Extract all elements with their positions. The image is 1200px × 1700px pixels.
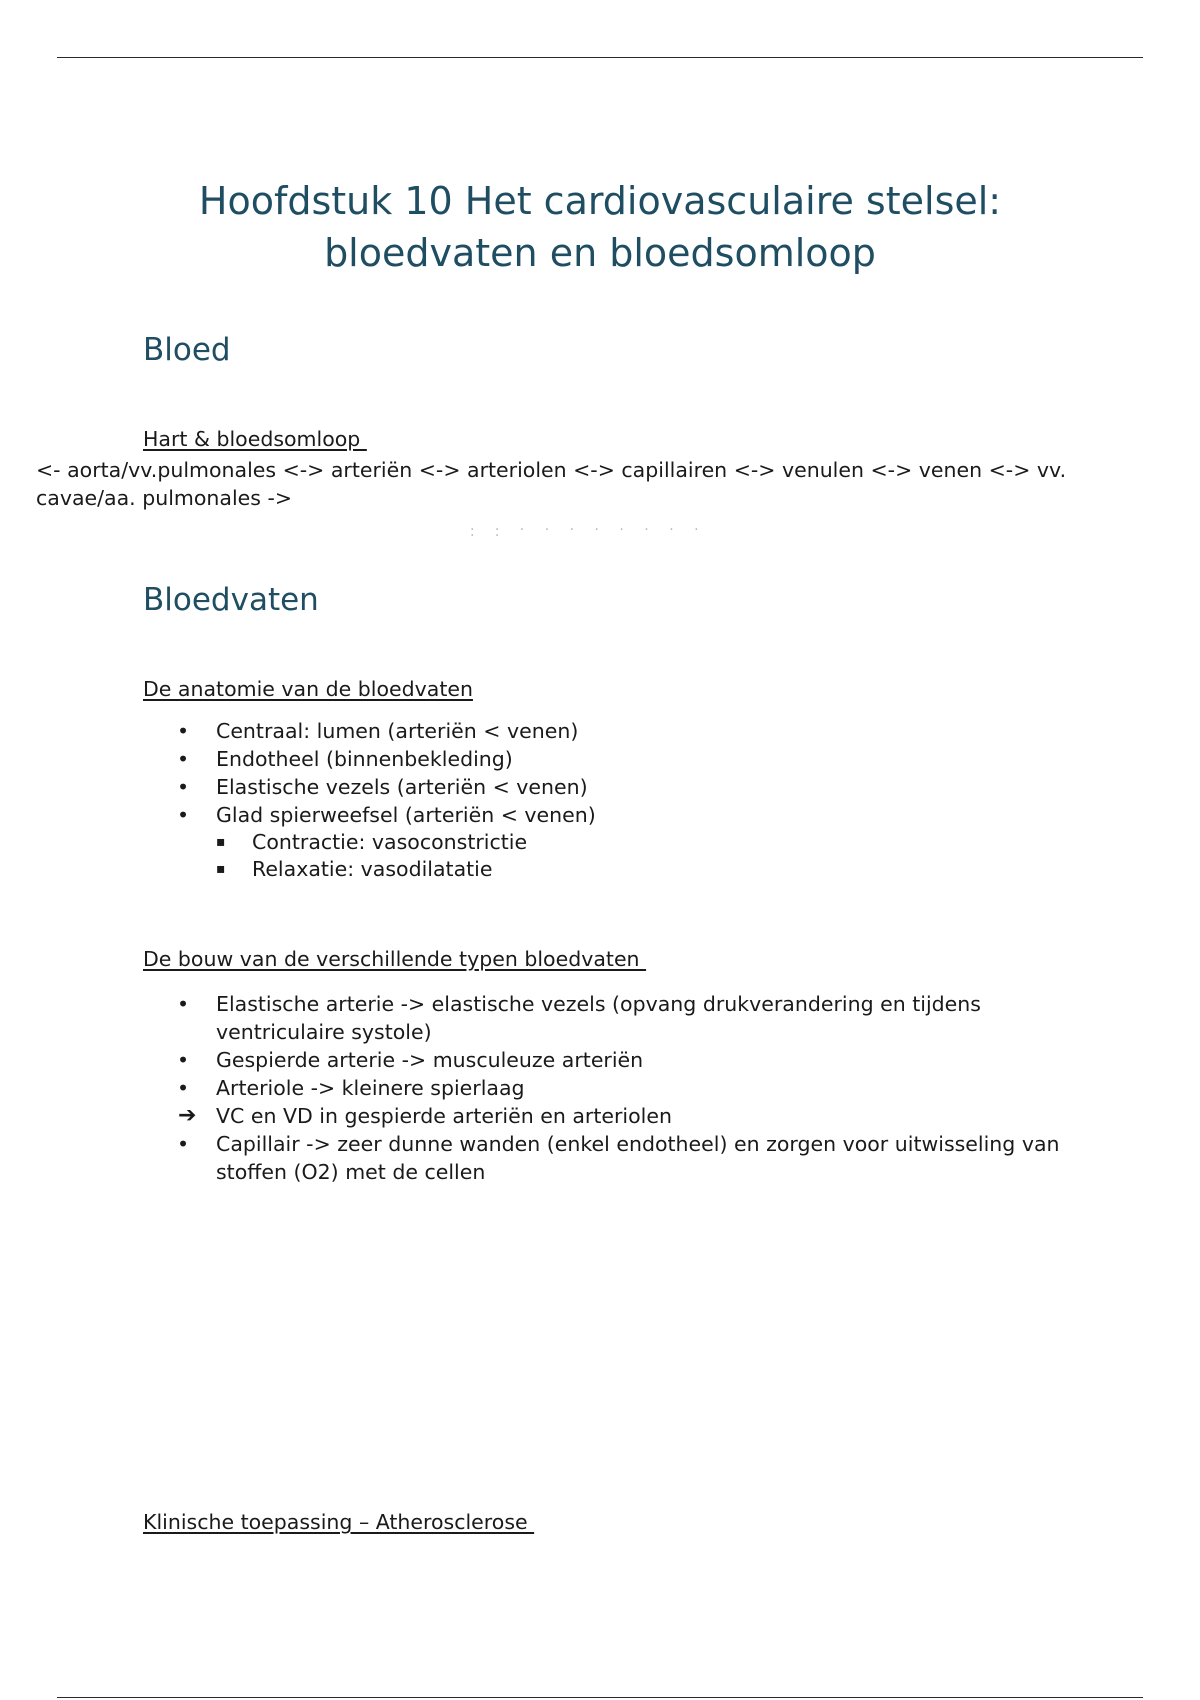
subheading-anatomie: De anatomie van de bloedvaten [143,677,473,701]
sub-list-item [0,829,1076,856]
title-line-1: Hoofdstuk 10 Het cardiovasculaire stelsel: [198,179,1002,223]
bullet-icon: • [177,1048,190,1072]
faint-cropped-text: · · · · · · · · · · · · [470,522,707,544]
list-item [0,717,1076,745]
arrow-list-item-text: VC en VD in gespierde arteriën en arteriolen [216,1104,672,1128]
bullet-icon: • [177,1076,190,1100]
list-item [0,1130,1076,1186]
sub-list-item-text: Relaxatie: vasodilatatie [252,857,493,881]
list-item [0,745,1076,773]
document-title [0,175,1200,279]
square-bullet-icon: ▪ [216,834,226,850]
arrow-right-icon: ➔ [178,1103,197,1128]
section-heading-bloedvaten: Bloedvaten [143,582,319,618]
list-item-text: Glad spierweefsel (arteriën < venen) [216,803,596,827]
list-item [0,1074,1076,1102]
bullet-icon: • [177,1132,190,1156]
list-item [0,1046,1076,1074]
bullet-icon: • [177,992,190,1016]
arrow-list-item [0,1102,1076,1130]
sub-list-item [0,856,1076,883]
list-item-text: Capillair -> zeer dunne wanden (enkel endotheel) en zorgen voor uitwisseling van stoffen (O2) met de cellen [216,1132,1060,1184]
list-item-text: Arteriole -> kleinere spierlaag [216,1076,525,1100]
list-item-text: Centraal: lumen (arteriën < venen) [216,719,579,743]
bullet-icon: • [177,775,190,799]
bouw-list [0,990,1076,1186]
list-item [0,773,1076,801]
title-line-2: bloedvaten en bloedsomloop [324,231,876,275]
list-item [0,990,1076,1046]
sub-list-item-text: Contractie: vasoconstrictie [252,830,528,854]
square-bullet-icon: ▪ [216,861,226,877]
header-rule [57,57,1143,58]
subheading-klinische-toepassing: Klinische toepassing – Atherosclerose [143,1510,535,1534]
bullet-icon: • [177,719,190,743]
list-item-text: Elastische vezels (arteriën < venen) [216,775,588,799]
subheading-hart-bloedsomloop: Hart & bloedsomloop [143,427,367,451]
bullet-icon: • [177,803,190,827]
subheading-bouw: De bouw van de verschillende typen bloedvaten [143,947,647,971]
list-item-text: Endotheel (binnenbekleding) [216,747,513,771]
bullet-icon: • [177,747,190,771]
list-item [0,801,1076,829]
footer-rule [57,1697,1143,1698]
anatomie-list [0,717,1076,883]
section-heading-bloed: Bloed [143,332,231,368]
list-item-text: Gespierde arterie -> musculeuze arteriën [216,1048,644,1072]
list-item-text: Elastische arterie -> elastische vezels (opvang drukverandering en tijdens ventriculaire systole) [216,992,981,1044]
circulation-flow-text: <- aorta/vv.pulmonales <-> arteriën <-> arteriolen <-> capillairen <-> venulen <-> venen <-> vv. cavae/aa. pulmonales -> [36,458,1067,510]
